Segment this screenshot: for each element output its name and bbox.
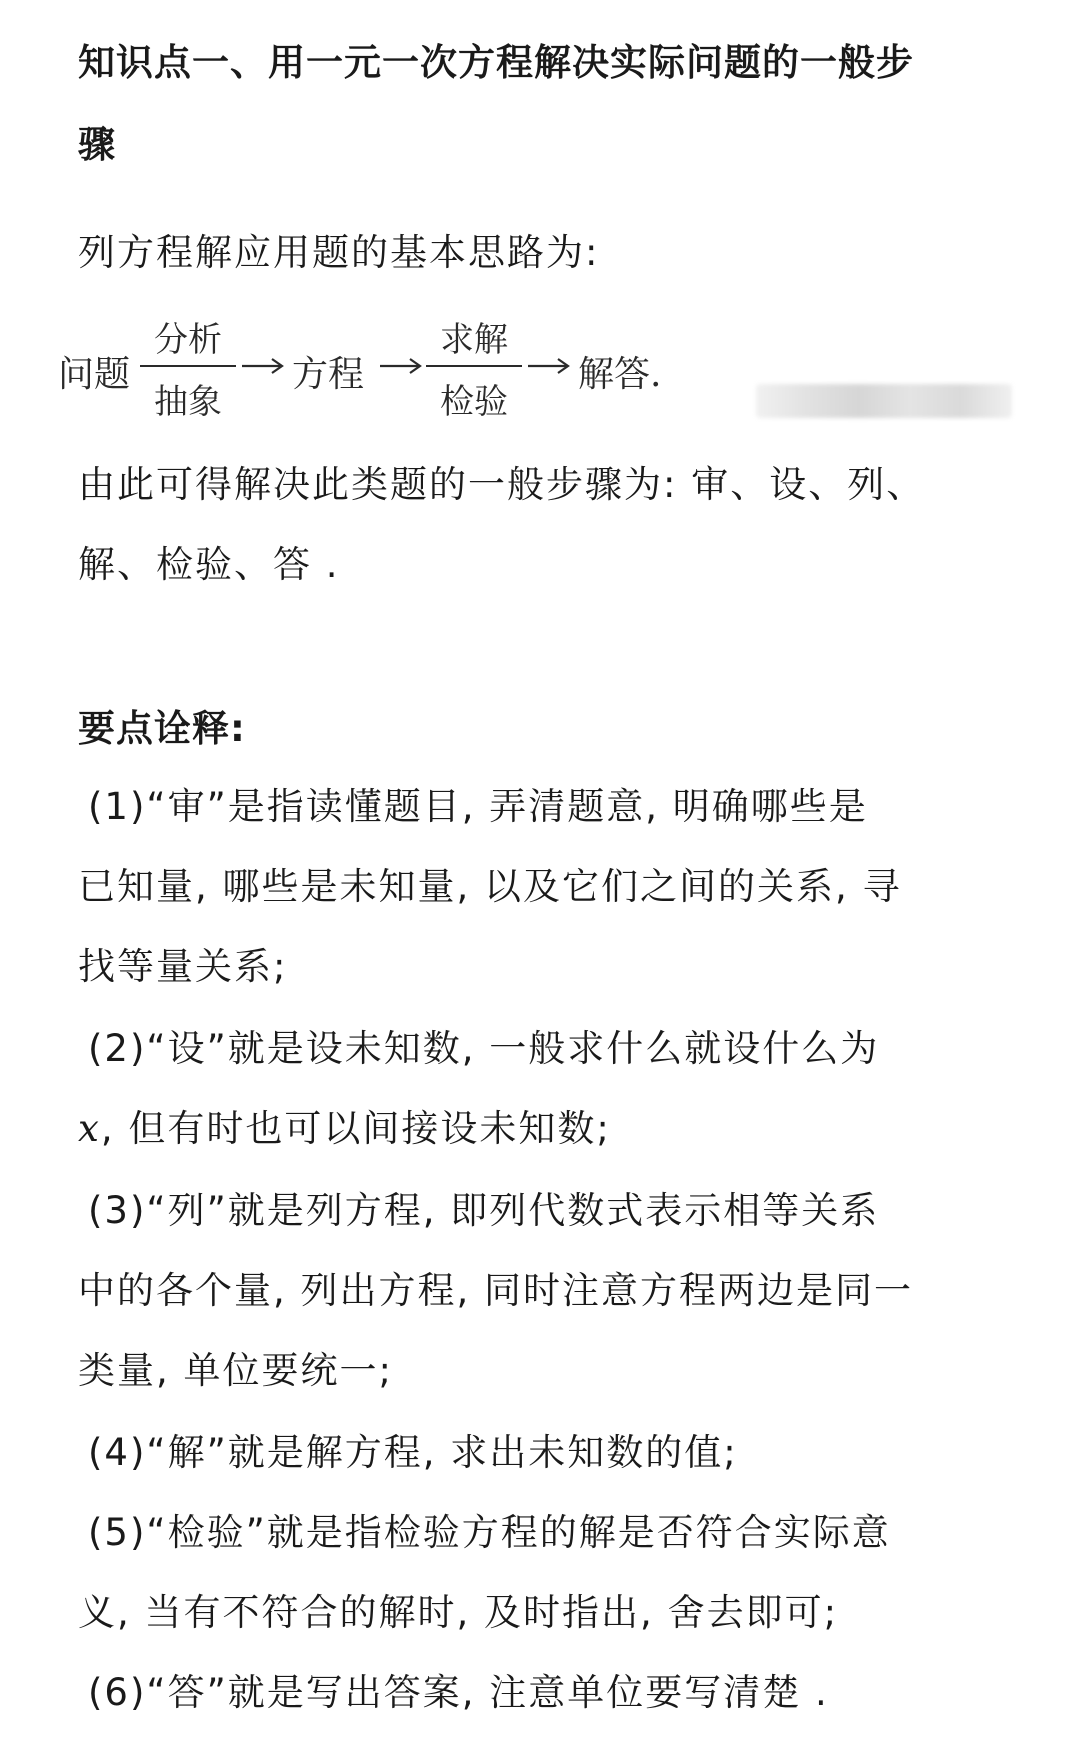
note-3-line-1: (3)“列”就是列方程, 即列代数式表示相等关系: [88, 1189, 880, 1232]
flow-fraction-top: 求解: [440, 320, 508, 360]
flow-fraction-analyze: [140, 310, 236, 420]
notes-heading: 要点诠释:: [78, 707, 246, 750]
flow-fraction-solve: [426, 310, 522, 420]
note-3-line-3: 类量, 单位要统一;: [78, 1349, 393, 1392]
note-4-line-1: (4)“解”就是解方程, 求出未知数的值;: [88, 1431, 738, 1474]
flow-fraction-top: 分析: [154, 320, 222, 360]
note-1-line-3: 找等量关系;: [78, 945, 288, 988]
solution-flow-diagram: [58, 310, 698, 420]
variable-x: x: [78, 1107, 101, 1150]
note-5-line-2: 义, 当有不符合的解时, 及时指出, 舍去即可;: [78, 1591, 839, 1634]
fraction-bar: [426, 365, 522, 367]
right-arrow-icon: [242, 358, 284, 374]
right-arrow-icon: [528, 358, 570, 374]
intro-text: 列方程解应用题的基本思路为:: [78, 231, 600, 274]
flow-end-word: 解答.: [578, 354, 662, 395]
note-2-line-2: [78, 1107, 611, 1150]
flow-start-word: 问题: [58, 354, 131, 395]
flow-fraction-bottom: 抽象: [154, 382, 222, 422]
fraction-bar: [140, 365, 236, 367]
note-2-line-1: (2)“设”就是设未知数, 一般求什么就设什么为: [88, 1027, 880, 1070]
note-2-line-2-text: , 但有时也可以间接设未知数;: [100, 1107, 611, 1150]
section-title-line-2: 骤: [78, 123, 116, 166]
blurred-watermark: [756, 384, 1012, 418]
steps-text-line-2: 解、检验、答 .: [78, 543, 340, 586]
flow-middle-word: 方程: [292, 354, 365, 395]
note-6-line-1: (6)“答”就是写出答案, 注意单位要写清楚 .: [88, 1671, 829, 1714]
flow-fraction-bottom: 检验: [440, 382, 508, 422]
section-title-line-1: 知识点一、用一元一次方程解决实际问题的一般步: [78, 41, 914, 84]
note-5-line-1: (5)“检验”就是指检验方程的解是否符合实际意: [88, 1511, 891, 1554]
note-3-line-2: 中的各个量, 列出方程, 同时注意方程两边是同一: [78, 1269, 914, 1312]
note-1-line-2: 已知量, 哪些是未知量, 以及它们之间的关系, 寻: [78, 865, 902, 908]
note-1-line-1: (1)“审”是指读懂题目, 弄清题意, 明确哪些是: [88, 785, 868, 828]
right-arrow-icon: [380, 358, 422, 374]
steps-text-line-1: 由此可得解决此类题的一般步骤为: 审、设、列、: [78, 463, 926, 506]
